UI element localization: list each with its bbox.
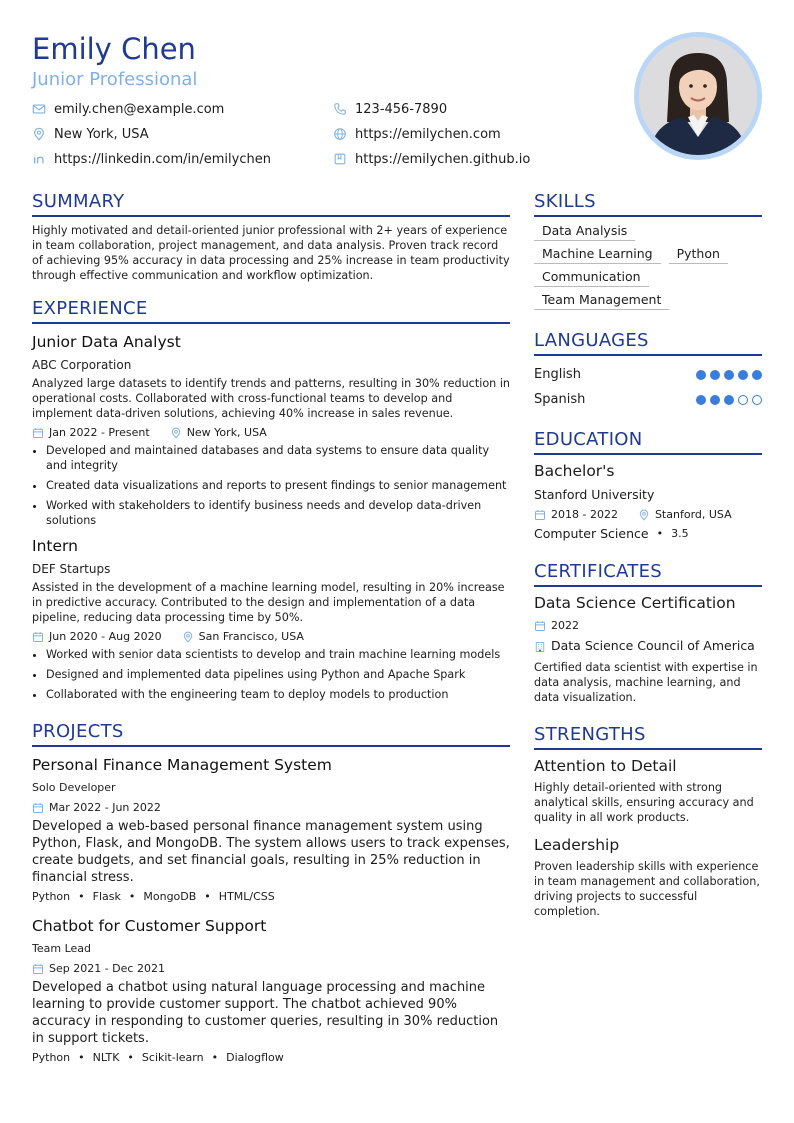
proficiency-dot (738, 370, 748, 380)
proficiency-dot (710, 370, 720, 380)
tag: Python (32, 1051, 71, 1064)
location-pin-icon (182, 631, 194, 643)
contact-phone[interactable] (333, 98, 447, 120)
strength-item (534, 756, 762, 825)
calendar-icon (534, 620, 546, 632)
project-dates: Sep 2021 - Dec 2021 (49, 962, 165, 975)
experience-summary: Assisted in the development of a machine learning model, resulting in 20% increase in predictive accuracy. Contributed to the design and implementation of a data pipeline, reducing data processing time by 50%. (32, 581, 505, 624)
tag: MongoDB (143, 890, 197, 903)
contact-website[interactable] (333, 123, 501, 145)
project-meta (32, 800, 510, 815)
experience-company: DEF Startups (32, 562, 111, 576)
contact-location (32, 123, 149, 145)
language-row (534, 387, 762, 412)
skills-list (534, 223, 762, 315)
certificate-date: 2022 (551, 619, 579, 632)
tag: Dialogflow (226, 1051, 284, 1064)
contact-linkedin[interactable] (32, 148, 271, 170)
education-location: Stanford, USA (654, 508, 732, 521)
location-pin-icon (170, 427, 182, 439)
school-name: Stanford University (534, 487, 655, 502)
experience-title: Junior Data Analyst (32, 333, 181, 351)
tag: HTML/CSS (218, 890, 275, 903)
email-text: emily.chen@example.com (54, 101, 225, 117)
project-dates: Mar 2022 - Jun 2022 (49, 801, 161, 814)
experience-summary: Analyzed large datasets to identify trends and patterns, resulting in 30% reduction in operational costs. Collaborated with cross-functional teams to develop and implement data-driven solutions, achieving 40% increase in sales revenue. (32, 377, 511, 420)
proficiency-dot (724, 370, 734, 380)
project-description: Developed a chatbot using natural language processing and machine learning to provide customer support. The chatbot achieved 90% accuracy in responding to customer queries, resulting in 30% reduction in support tickets. (32, 980, 499, 1046)
experience-item (32, 332, 510, 528)
language-name: English (534, 367, 581, 382)
contact-email[interactable] (32, 98, 224, 120)
calendar-icon (32, 802, 44, 814)
website-link[interactable]: https://emilychen.com (355, 126, 501, 142)
proficiency-dot (696, 370, 706, 380)
certificates-heading: CERTIFICATES (534, 560, 762, 587)
tag: NLTK (92, 1051, 120, 1064)
linkedin-icon (32, 152, 46, 166)
experience-meta (32, 629, 510, 644)
language-name: Spanish (534, 392, 586, 407)
strength-text: Highly detail-oriented with strong analytical skills, ensuring accuracy and quality in all work products. (534, 781, 754, 824)
calendar-icon (32, 631, 44, 643)
skill-tag: Python (669, 246, 728, 264)
experience-dates: Jun 2020 - Aug 2020 (49, 630, 162, 643)
experience-location: San Francisco, USA (198, 630, 304, 643)
experience-title: Intern (32, 537, 78, 555)
proficiency-dots (692, 395, 762, 405)
project-meta (32, 961, 510, 976)
proficiency-dot (724, 395, 734, 405)
tag: Python (32, 890, 71, 903)
skill-tag: Communication (534, 269, 649, 287)
contact-github[interactable] (333, 148, 530, 170)
language-row (534, 362, 762, 387)
education-field-row: Computer Science • 3.5 (534, 526, 689, 541)
certificate-date-row (534, 618, 762, 633)
project-description: Developed a web-based personal finance management system using Python, Flask, and MongoDB. The system allows users to track expenses, create budgets, and set financial goals, resulting in 25% reduction in financial stress. (32, 819, 510, 885)
bookmark-icon (333, 152, 347, 166)
project-role: Solo Developer (32, 781, 116, 794)
mail-icon (32, 102, 46, 116)
linkedin-link[interactable]: https://linkedin.com/in/emilychen (54, 151, 271, 167)
experience-dates: Jan 2022 - Present (49, 426, 150, 439)
certificate-issuer-row (534, 637, 762, 654)
proficiency-dot (738, 395, 748, 405)
proficiency-dots (692, 370, 762, 380)
building-icon (534, 641, 546, 653)
strength-item (534, 835, 762, 919)
bullet-item: • Collaborated with the engineering team to deploy models to production (46, 687, 510, 702)
field-of-study: Computer Science (534, 526, 649, 541)
avatar (639, 37, 757, 155)
proficiency-dot (752, 370, 762, 380)
strength-text: Proven leadership skills with experience in team management and collaboration, driving projects to successful completion. (534, 860, 760, 918)
sidebar-column (534, 190, 762, 919)
bullet-item: • Created data visualizations and reports to present findings to senior management (46, 478, 510, 493)
location-text: New York, USA (54, 126, 149, 142)
globe-icon (333, 127, 347, 141)
portrait-illustration (639, 37, 757, 155)
experience-location: New York, USA (186, 426, 267, 439)
summary-text: Highly motivated and detail-oriented junior professional with 2+ years of experience in team collaboration, project management, and data analysis. Proven track record of achieving 95% accuracy in data processing and 25% increase in team productivity through effective communication and workflow optimization. (32, 224, 510, 282)
experience-meta (32, 425, 510, 440)
bullet-item: • Worked with senior data scientists to develop and train machine learning models (46, 647, 510, 662)
certificate-title: Data Science Certification (534, 594, 736, 612)
calendar-icon (534, 509, 546, 521)
degree-title: Bachelor's (534, 462, 615, 480)
certificate-description: Certified data scientist with expertise in data analysis, machine learning, and data visualization. (534, 661, 758, 704)
location-pin-icon (32, 127, 46, 141)
education-meta (534, 507, 762, 522)
strength-title: Leadership (534, 836, 620, 854)
project-tags: Python • NLTK • Scikit-learn • Dialogflow (32, 1051, 284, 1064)
summary-heading: SUMMARY (32, 190, 510, 217)
candidate-name: Emily Chen (32, 32, 196, 66)
main-column (32, 190, 510, 1065)
strength-title: Attention to Detail (534, 757, 677, 775)
calendar-icon (32, 427, 44, 439)
strengths-heading: STRENGTHS (534, 723, 762, 750)
experience-heading: EXPERIENCE (32, 297, 510, 324)
skill-tag: Team Management (534, 292, 669, 310)
experience-company: ABC Corporation (32, 358, 132, 372)
tag: Flask (92, 890, 121, 903)
experience-bullets (32, 443, 510, 528)
bullet-item: • Worked with stakeholders to identify business needs and develop data-driven solutions (46, 498, 510, 528)
skill-tag: Machine Learning (534, 246, 661, 264)
proficiency-dot (696, 395, 706, 405)
phone-text: 123-456-7890 (355, 101, 448, 117)
projects-heading: PROJECTS (32, 720, 510, 747)
project-role: Team Lead (32, 942, 91, 955)
tag: Scikit-learn (141, 1051, 204, 1064)
experience-item (32, 536, 510, 702)
experience-bullets (32, 647, 510, 702)
location-pin-icon (638, 509, 650, 521)
calendar-icon (32, 963, 44, 975)
bullet-item: • Designed and implemented data pipelines using Python and Apache Spark (46, 667, 510, 682)
github-link[interactable]: https://emilychen.github.io (355, 151, 531, 167)
skill-tag: Data Analysis (534, 223, 635, 241)
project-title: Personal Finance Management System (32, 756, 332, 774)
skills-heading: SKILLS (534, 190, 762, 217)
job-title: Junior Professional (32, 69, 198, 90)
proficiency-dot (752, 395, 762, 405)
bullet-item: • Developed and maintained databases and data systems to ensure data quality and integrity (46, 443, 510, 473)
project-title: Chatbot for Customer Support (32, 917, 267, 935)
project-item (32, 916, 510, 1065)
education-dates: 2018 - 2022 (551, 508, 618, 521)
education-heading: EDUCATION (534, 428, 762, 455)
resume-header (32, 30, 632, 92)
project-tags: Python • Flask • MongoDB • HTML/CSS (32, 890, 275, 903)
project-item (32, 755, 510, 904)
languages-heading: LANGUAGES (534, 329, 762, 356)
phone-icon (333, 102, 347, 116)
profile-photo (634, 32, 762, 160)
gpa-value: 3.5 (671, 527, 689, 540)
certificate-issuer: Data Science Council of America (551, 638, 755, 653)
proficiency-dot (710, 395, 720, 405)
